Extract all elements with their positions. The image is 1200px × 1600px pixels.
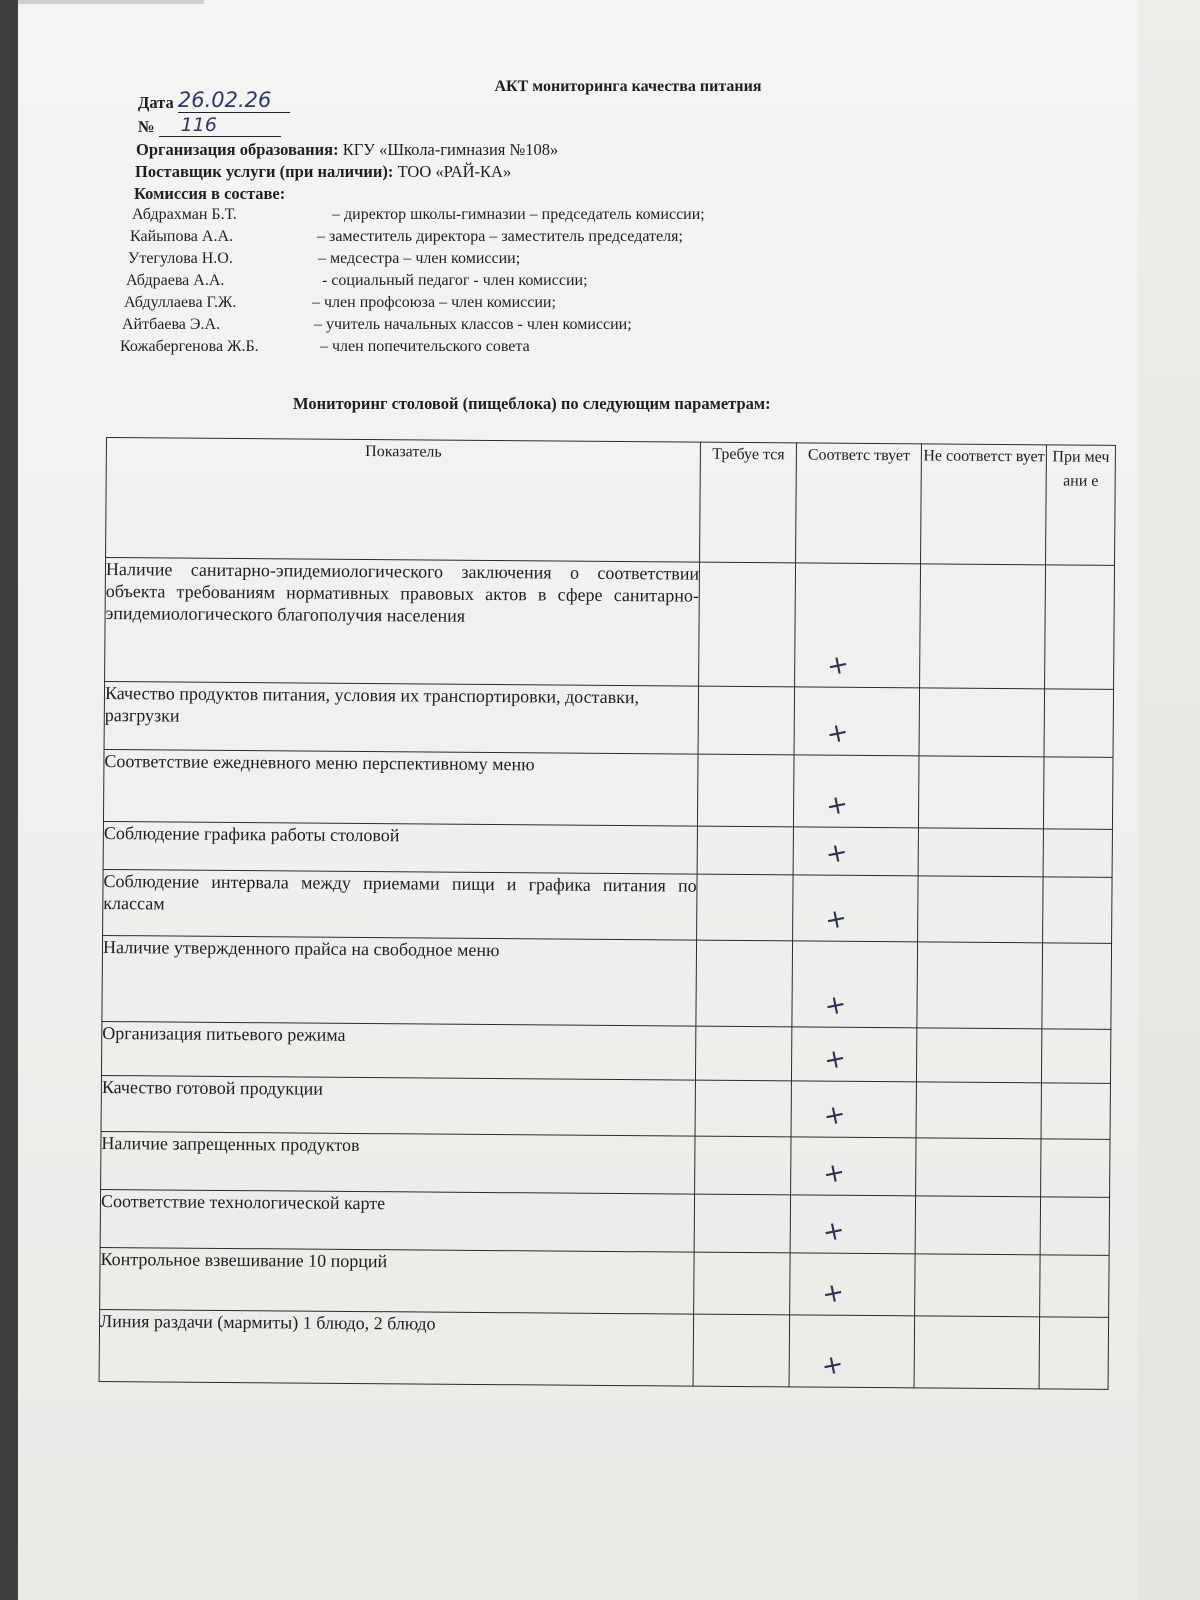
note-cell [1041,1139,1110,1198]
monitoring-table [99,437,1116,1390]
check-mark: + [820,1214,848,1249]
member-name: Абдраева А.А. [126,272,225,289]
complies-cell [791,1081,917,1138]
supplier-line [135,162,511,182]
complies-cell [794,687,920,756]
table-row [99,1309,1109,1389]
document-sheet [18,0,1138,1600]
document-title: АКТ мониторинга качества питания [494,78,762,95]
not-complies-cell [915,1196,1041,1255]
commission-member [126,272,886,294]
required-cell [698,754,794,827]
check-mark: + [822,902,850,937]
number-handwritten: 116 [180,114,217,136]
complies-cell [790,1253,916,1316]
sheet-top-edge [18,0,204,4]
header-note: При меч ани е [1046,445,1116,566]
note-cell [1043,877,1112,944]
indicator-cell: Соответствие ежедневного меню перспективному меню [103,749,698,826]
header-required: Требуе тся [700,442,797,563]
date-line [138,88,290,113]
not-complies-cell [919,688,1045,757]
complies-cell [790,1195,916,1254]
not-complies-cell [920,564,1046,689]
member-role: – член попечительского совета [320,338,530,355]
note-cell [1045,565,1115,690]
number-label: № [138,117,155,136]
note-cell [1041,1083,1110,1140]
check-mark: + [821,1042,849,1077]
member-name: Утегулова Н.О. [128,250,233,267]
indicator-cell: Наличие санитарно-эпидемиологического заключения о соответствии объекта требованиям нормативных правовых актов в сфере санитарно-эпидемиологического благополучия населения [105,558,700,687]
supplier-value: ТОО «РАЙ-КА» [397,162,512,181]
check-mark: + [820,1098,849,1133]
required-cell [697,826,793,875]
not-complies-cell [918,876,1044,943]
complies-cell [795,563,921,688]
complies-cell [793,827,918,876]
organization-value: КГУ «Школа-гимназия №108» [342,140,559,159]
commission-member [122,316,882,338]
required-cell [699,562,796,687]
indicator-cell: Качество готовой продукции [101,1075,696,1136]
indicator-cell: Качество продуктов питания, условия их транспортировки, доставки, разгрузки [104,681,699,754]
background-paper-edge [1130,0,1200,1600]
required-cell [695,1136,791,1195]
table-header-row [106,438,1116,566]
required-cell [695,1080,791,1137]
complies-cell [789,1315,915,1388]
table-row [102,935,1112,1029]
date-handwritten: 26.02.26 [177,88,272,112]
note-cell [1042,1029,1111,1084]
note-cell [1040,1197,1109,1256]
commission-member [120,338,880,360]
complies-cell [792,941,918,1028]
table-row [100,1247,1109,1317]
table-row [101,1075,1110,1139]
member-role: – учитель начальных классов - член комиссии; [314,316,632,333]
check-mark: + [824,648,852,683]
table-row [103,821,1112,877]
indicator-cell: Соблюдение интервала между приемами пищи и графика питания по классам [103,869,698,940]
indicator-cell: Соответствие технологической карте [100,1189,695,1252]
table-row [104,681,1114,757]
table-row [103,749,1113,829]
not-complies-cell [917,1028,1042,1083]
commission-heading: Комиссия в составе: [134,184,286,203]
complies-cell [793,875,919,942]
member-role: – заместитель директора – заместитель председателя; [317,228,683,245]
not-complies-cell [914,1316,1040,1389]
member-name: Айтбаева Э.А. [122,316,221,333]
not-complies-cell [919,756,1045,829]
organization-line [136,140,558,160]
not-complies-cell [916,1138,1042,1197]
member-role: – член профсоюза – член комиссии; [312,294,556,311]
number-line [138,114,281,137]
commission-member [130,228,890,250]
not-complies-cell [916,1082,1042,1139]
not-complies-cell [915,1254,1041,1317]
required-cell [698,686,794,755]
table-row [100,1189,1109,1255]
member-role: - социальный педагог - член комиссии; [322,272,588,289]
indicator-cell: Соблюдение графика работы столовой [103,821,697,874]
table-row [105,558,1115,690]
indicator-cell: Организация питьевого режима [101,1021,696,1080]
commission-member [124,294,884,316]
date-field [178,88,290,113]
note-cell [1040,1255,1109,1318]
indicator-cell: Линия раздачи (мармиты) 1 блюдо, 2 блюдо [99,1309,694,1386]
monitoring-title: Мониторинг столовой (пищеблока) по следующим параметрам: [293,394,771,413]
check-mark: + [822,836,851,871]
commission-member [128,250,888,272]
not-complies-cell [917,942,1043,1029]
check-mark: + [819,1276,847,1311]
header-not-complies: Не соответст вует [921,444,1047,565]
not-complies-cell [918,828,1043,877]
check-mark: + [821,988,850,1023]
indicator-cell: Контрольное взвешивание 10 порций [100,1247,695,1314]
check-mark: + [823,716,852,751]
member-role: – медсестра – член комиссии; [318,250,521,267]
indicator-cell: Наличие запрещенных продуктов [101,1131,696,1194]
table-row [101,1131,1110,1197]
required-cell [694,1194,790,1253]
check-mark: + [820,1156,848,1191]
member-name: Кайыпова А.А. [130,228,233,245]
commission-member [132,206,892,228]
required-cell [694,1252,790,1315]
required-cell [693,1314,789,1387]
organization-label: Организация образования: [136,140,339,159]
member-role: – директор школы-гимназии – председатель комиссии; [332,206,705,223]
member-name: Кожабергенова Ж.Б. [120,338,259,355]
check-mark: + [818,1348,847,1383]
required-cell [697,874,793,941]
table-row [103,869,1112,943]
complies-cell [791,1027,916,1082]
note-cell [1042,943,1111,1030]
date-label: Дата [138,93,174,112]
indicator-cell: Наличие утвержденного прайса на свободное меню [102,935,697,1026]
note-cell [1043,829,1112,878]
required-cell [696,940,793,1027]
number-field [159,114,281,137]
member-name: Абдрахман Б.Т. [132,206,237,223]
check-mark: + [823,788,851,823]
header-indicator: Показатель [106,438,701,563]
supplier-label: Поставщик услуги (при наличии): [135,162,394,181]
note-cell [1039,1317,1108,1390]
note-cell [1044,689,1113,758]
header-complies: Соответс твует [796,443,922,564]
complies-cell [791,1137,917,1196]
required-cell [696,1026,792,1081]
complies-cell [793,755,919,828]
note-cell [1044,757,1113,830]
table-row [101,1021,1110,1083]
member-name: Абдуллаева Г.Ж. [124,294,237,311]
